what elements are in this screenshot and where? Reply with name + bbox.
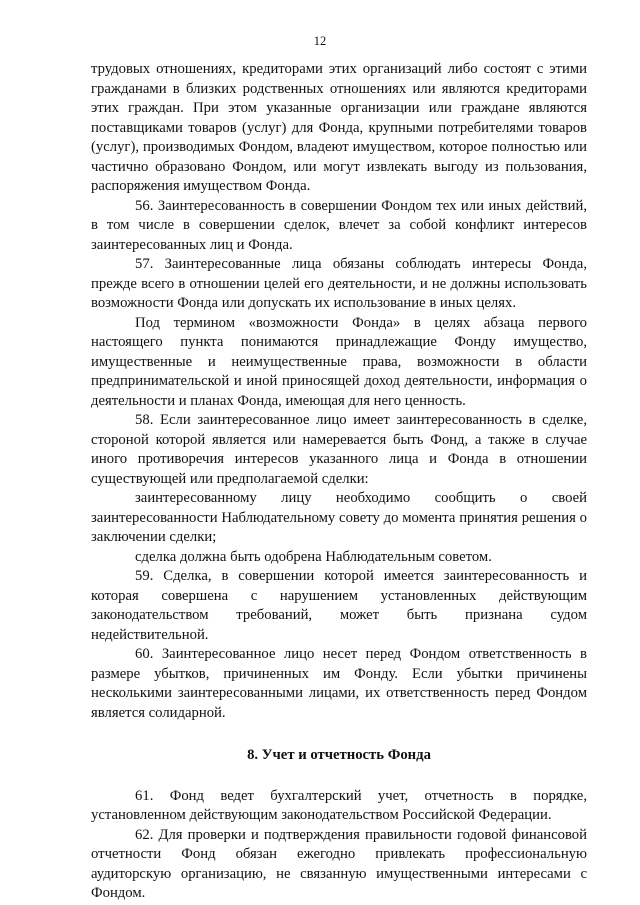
paragraph: Под термином «возможности Фонда» в целях абзаца первого настоящего пункта понимаются принадлежащие Фонду имущество, имущественные и неимущественные права, возможности в области предпринимательской и иной приносящей доход деятельности, информация о деятельности и планах Фонда, имеющая для него ценность.	[91, 314, 587, 409]
paragraph: 57. Заинтересованные лица обязаны соблюдать интересы Фонда, прежде всего в отношении целей его деятельности, и не должны использовать возможности Фонда или допускать их использование в иных целях.	[91, 256, 587, 311]
paragraph: 62. Для проверки и подтверждения правильности годовой финансовой отчетности Фонд обязан ежегодно привлекать профессиональную аудиторскую организацию, не связанную имущественными интересами с Фондом.	[91, 826, 587, 901]
page-number: 12	[313, 34, 327, 48]
paragraph: 59. Сделка, в совершении которой имеется заинтересованность и которая совершена с нарушением установленных действующим законодательством требований, может быть признана судом недействительной.	[91, 568, 587, 643]
paragraph: трудовых отношениях, кредиторами этих организаций либо состоят с этими гражданами в близких родственных отношениях или являются кредиторами этих граждан. При этом указанные организации или граждане являются поставщиками товаров (услуг) для Фонда, крупными потребителями товаров (услуг), производимых Фондом, владеют имуществом, которое полностью или частично образовано Фондом, или могут извлекать выгоду из пользования, распоряжения имуществом Фонда.	[91, 61, 587, 194]
paragraphs-before-heading	[91, 60, 587, 723]
paragraph: 56. Заинтересованность в совершении Фондом тех или иных действий, в том числе в совершении сделок, влечет за собой конфликт интересов заинтересованных лиц и Фонда.	[91, 197, 587, 253]
paragraph: 60. Заинтересованное лицо несет перед Фондом ответственность в размере убытков, причиненных им Фонду. Если убытки причинены несколькими заинтересованными лицами, их ответственность перед Фондом является солидарной.	[91, 646, 587, 721]
paragraph: сделка должна быть одобрена Наблюдательным советом.	[135, 548, 492, 565]
paragraph: 58. Если заинтересованное лицо имеет заинтересованность в сделке, стороной которой является или намеревается быть Фонд, а также в случае иного противоречия интересов указанного лица и Фонда в отношении существующей или предполагаемой сделки:	[91, 412, 587, 487]
paragraph: заинтересованному лицу необходимо сообщить о своей заинтересованности Наблюдательному совету до момента принятия решения о заключении сделки;	[91, 490, 587, 545]
section-heading: 8. Учет и отчетность Фонда	[247, 747, 431, 763]
document-body	[91, 60, 587, 904]
paragraphs-after-heading	[91, 787, 587, 904]
paragraph: 61. Фонд ведет бухгалтерский учет, отчетность в порядке, установленном действующим законодательством Российской Федерации.	[91, 787, 587, 823]
